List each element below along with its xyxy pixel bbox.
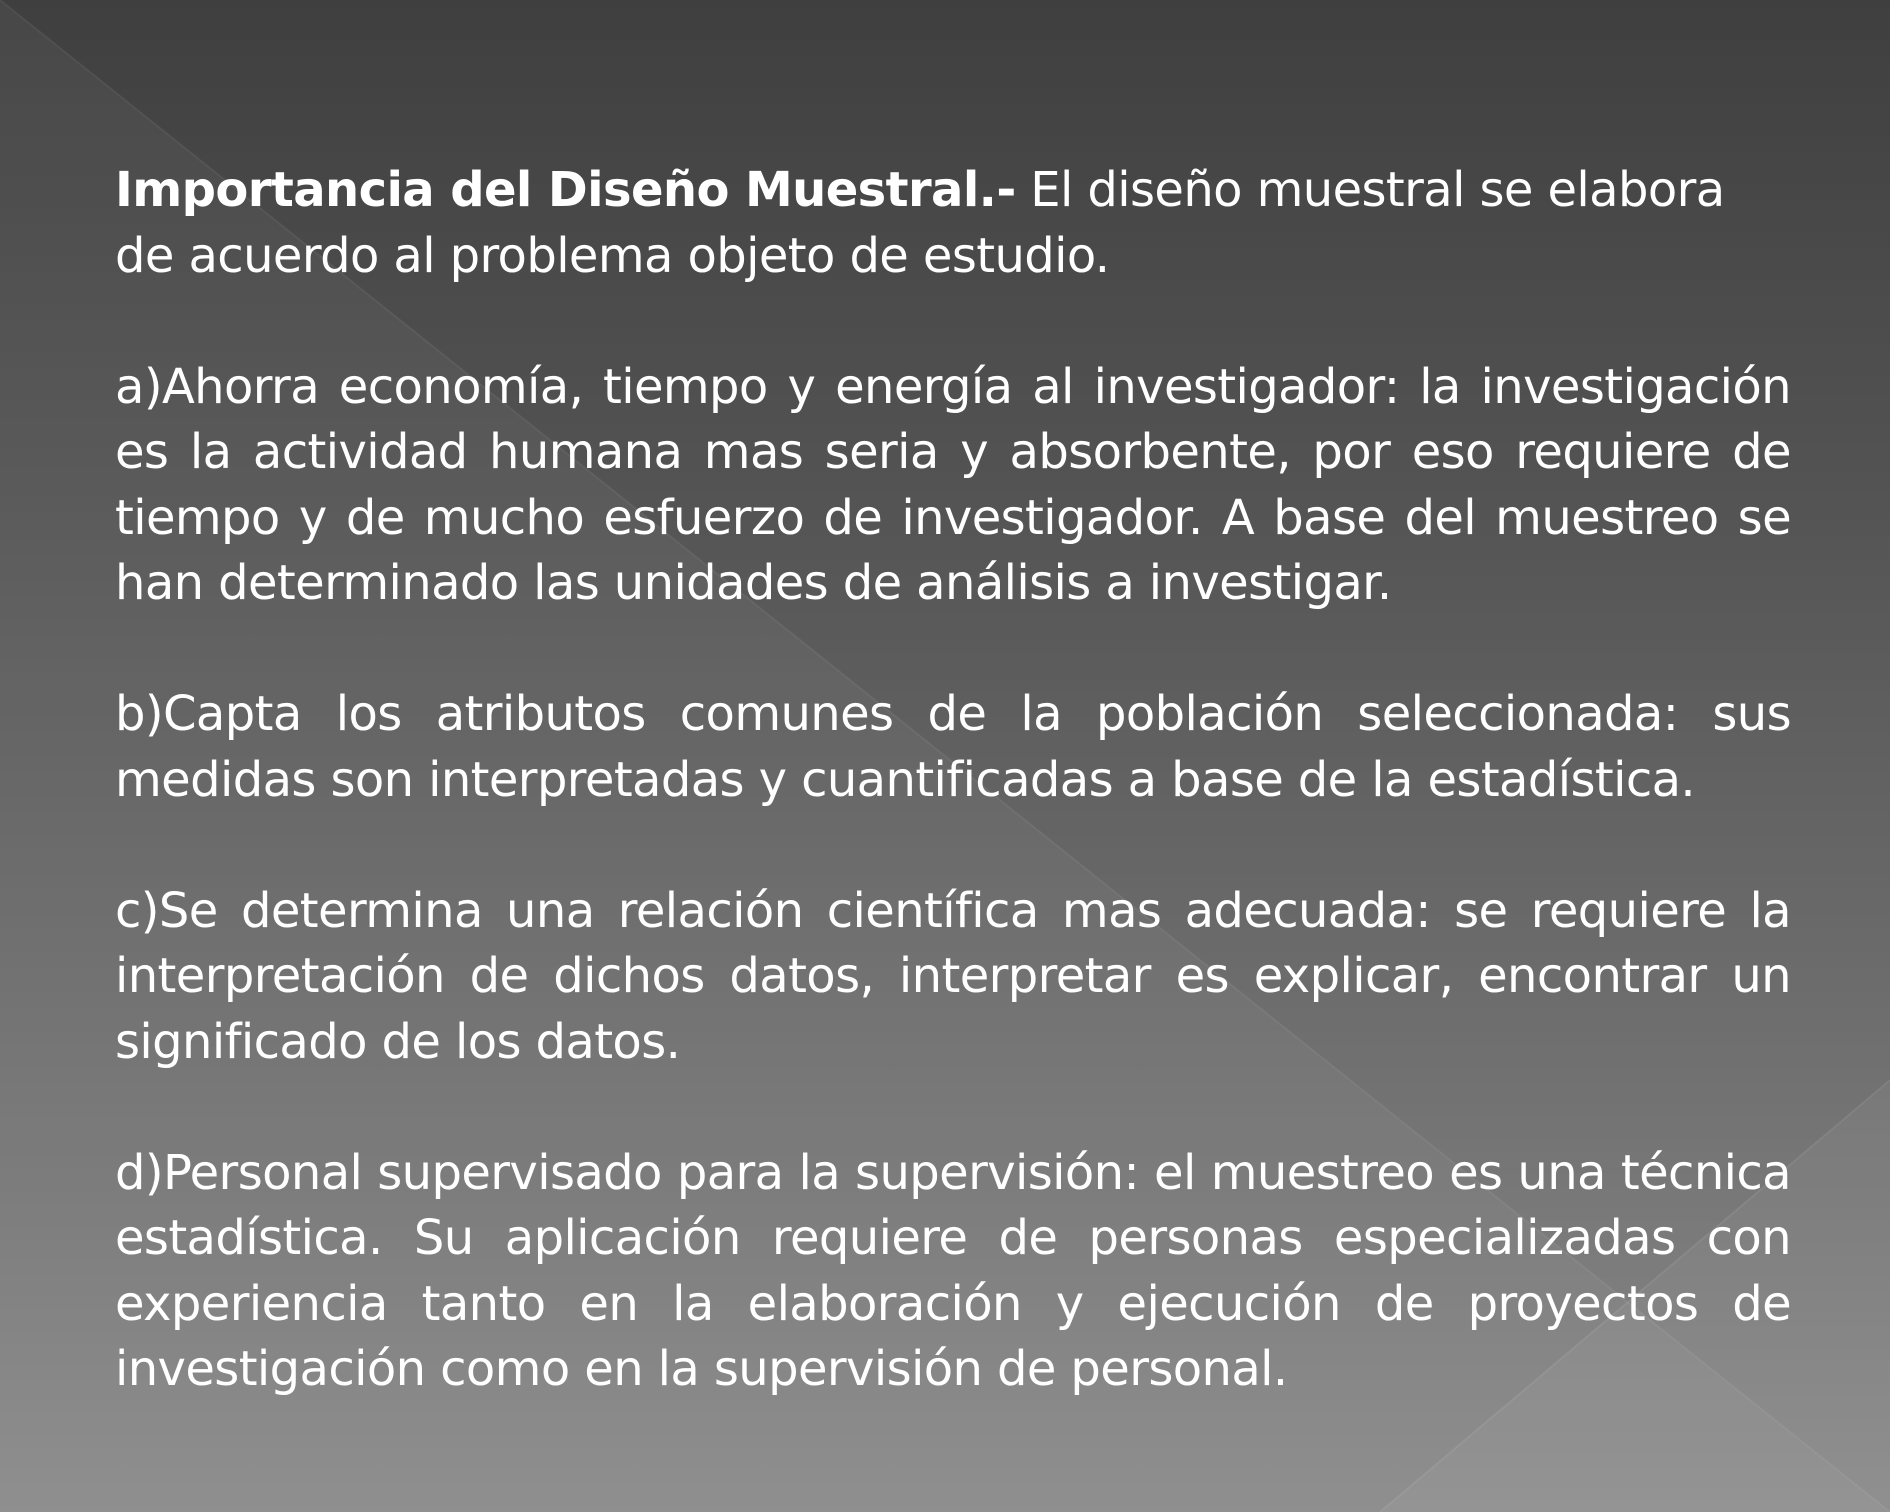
intro-paragraph bbox=[115, 158, 1791, 289]
slide-heading: Importancia del Diseño Muestral.- bbox=[115, 162, 1016, 218]
item-c: c)Se determina una relación científica mas adecuada: se requiere la interpretación de dichos datos, interpretar es explicar, encontrar un significado de los datos. bbox=[115, 882, 1791, 1070]
item-b: b)Capta los atributos comunes de la población seleccionada: sus medidas son interpretadas y cuantificadas a base de la estadística. bbox=[115, 686, 1791, 808]
item-d: d)Personal supervisado para la supervisión: el muestreo es una técnica estadística. Su aplicación requiere de personas especializadas con experiencia tanto en la elaboración y ejecución de proyectos de investigación como en la supervisión de personal. bbox=[115, 1144, 1791, 1397]
item-a: a)Ahorra economía, tiempo y energía al investigador: la investigación es la actividad humana mas seria y absorbente, por eso requiere de tiempo y de mucho esfuerzo de investigador. A base del muestreo se han determinado las unidades de análisis a investigar. bbox=[115, 358, 1791, 611]
slide-body bbox=[115, 158, 1791, 1468]
intro-text: El diseño muestral se elabora de acuerdo al problema objeto de estudio. bbox=[115, 162, 1725, 284]
